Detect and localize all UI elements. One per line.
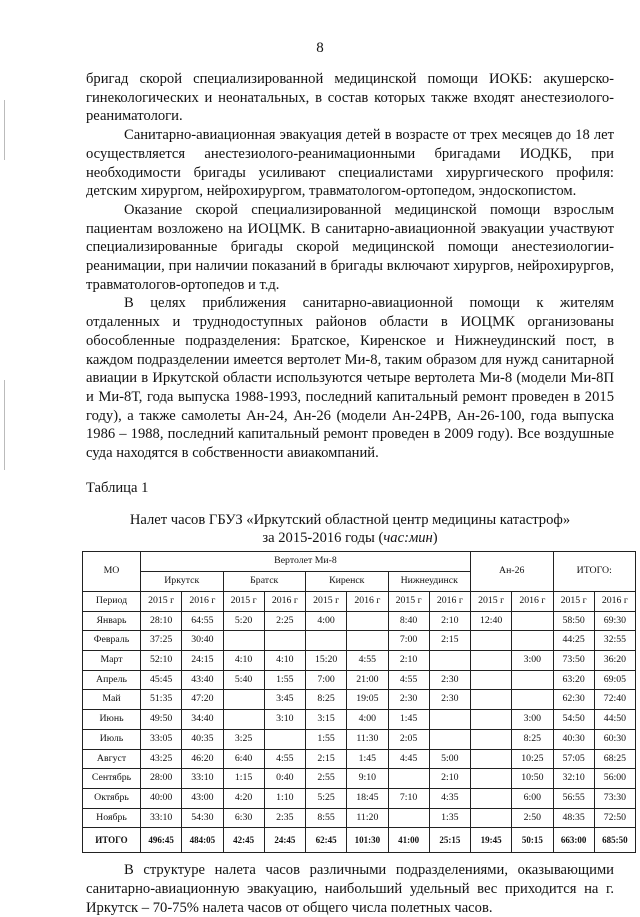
month-cell: Февраль <box>83 631 141 651</box>
total-cell: 496:45 <box>141 828 182 853</box>
value-cell: 4:00 <box>306 611 347 631</box>
value-cell: 19:05 <box>347 690 388 710</box>
value-cell <box>512 631 553 651</box>
table-row <box>83 749 636 769</box>
header-year: 2016 г <box>429 591 470 611</box>
value-cell: 5:20 <box>223 611 264 631</box>
value-cell <box>471 710 512 730</box>
value-cell: 6:40 <box>223 749 264 769</box>
value-cell: 5:00 <box>429 749 470 769</box>
value-cell <box>429 650 470 670</box>
value-cell: 64:55 <box>182 611 223 631</box>
table-label: Таблица 1 <box>86 479 149 496</box>
value-cell: 72:50 <box>594 808 635 828</box>
value-cell: 1:55 <box>264 670 305 690</box>
value-cell: 4:10 <box>223 650 264 670</box>
table-row <box>83 729 636 749</box>
table-row <box>83 650 636 670</box>
total-cell: 42:45 <box>223 828 264 853</box>
value-cell: 7:00 <box>306 670 347 690</box>
value-cell <box>223 710 264 730</box>
header-year: 2016 г <box>347 591 388 611</box>
table-row <box>83 611 636 631</box>
value-cell: 2:30 <box>429 690 470 710</box>
total-cell: 50:15 <box>512 828 553 853</box>
table-row <box>83 690 636 710</box>
value-cell: 3:10 <box>264 710 305 730</box>
value-cell: 33:05 <box>141 729 182 749</box>
header-year: 2016 г <box>182 591 223 611</box>
value-cell: 2:15 <box>306 749 347 769</box>
value-cell <box>512 611 553 631</box>
page-number: 8 <box>316 40 324 56</box>
document-body <box>86 70 628 917</box>
value-cell <box>471 729 512 749</box>
scan-margin-mark <box>4 380 5 470</box>
total-cell: 685:50 <box>594 828 635 853</box>
total-cell: 101:30 <box>347 828 388 853</box>
value-cell: 62:30 <box>553 690 594 710</box>
header-nizhneudinsk: Нижнеудинск <box>388 572 471 592</box>
value-cell: 69:05 <box>594 670 635 690</box>
value-cell: 73:50 <box>553 650 594 670</box>
value-cell: 56:55 <box>553 788 594 808</box>
value-cell: 3:25 <box>223 729 264 749</box>
table-title <box>86 511 614 547</box>
value-cell: 46:20 <box>182 749 223 769</box>
total-cell: 41:00 <box>388 828 429 853</box>
value-cell <box>223 690 264 710</box>
month-cell: Ноябрь <box>83 808 141 828</box>
value-cell: 2:55 <box>306 769 347 789</box>
value-cell: 28:10 <box>141 611 182 631</box>
value-cell: 32:55 <box>594 631 635 651</box>
value-cell: 57:05 <box>553 749 594 769</box>
value-cell <box>471 670 512 690</box>
paragraph-closing: В структуре налета часов различными подразделениями, оказывающими санитарно-авиационную эвакуацию, наибольший удельный вес приходится на г. Иркутск – 70-75% налета часов от общего числа полетных часов. <box>86 862 614 916</box>
month-cell: Май <box>83 690 141 710</box>
paragraph: Оказание скорой специализированной медицинской помощи взрослым пациентам возложено на ИОЦМК. В санитарно-авиационной эвакуации участвуют специализированные бригады скорой медицинской помощи анестезиологии-реанимации, при наличии показаний в бригады включают хирургов, нейрохирургов, травматологов-ортопедов и т.д. <box>86 201 614 293</box>
value-cell <box>471 631 512 651</box>
table-row <box>83 710 636 730</box>
month-cell: Октябрь <box>83 788 141 808</box>
value-cell: 6:00 <box>512 788 553 808</box>
value-cell: 7:00 <box>388 631 429 651</box>
value-cell: 2:35 <box>264 808 305 828</box>
value-cell: 40:30 <box>553 729 594 749</box>
value-cell: 8:25 <box>512 729 553 749</box>
value-cell <box>347 611 388 631</box>
value-cell: 1:15 <box>223 769 264 789</box>
value-cell: 4:55 <box>347 650 388 670</box>
value-cell: 28:00 <box>141 769 182 789</box>
value-cell: 6:30 <box>223 808 264 828</box>
value-cell: 2:05 <box>388 729 429 749</box>
value-cell: 72:40 <box>594 690 635 710</box>
value-cell <box>512 670 553 690</box>
value-cell: 30:40 <box>182 631 223 651</box>
value-cell: 2:50 <box>512 808 553 828</box>
value-cell: 4:35 <box>429 788 470 808</box>
value-cell <box>471 788 512 808</box>
value-cell: 56:00 <box>594 769 635 789</box>
value-cell: 32:10 <box>553 769 594 789</box>
value-cell: 54:30 <box>182 808 223 828</box>
month-cell: Апрель <box>83 670 141 690</box>
value-cell: 73:30 <box>594 788 635 808</box>
header-year: 2015 г <box>141 591 182 611</box>
value-cell: 12:40 <box>471 611 512 631</box>
value-cell: 5:25 <box>306 788 347 808</box>
value-cell: 58:50 <box>553 611 594 631</box>
header-an26: Ан-26 <box>471 552 554 591</box>
table-title-line1: Налет часов ГБУЗ «Иркутский областной центр медицины катастроф» <box>129 512 571 529</box>
total-cell: 25:15 <box>429 828 470 853</box>
value-cell <box>306 631 347 651</box>
value-cell: 2:10 <box>429 769 470 789</box>
header-total: ИТОГО: <box>553 552 636 591</box>
month-cell: Сентябрь <box>83 769 141 789</box>
value-cell <box>471 650 512 670</box>
total-cell: 663:00 <box>553 828 594 853</box>
value-cell: 10:50 <box>512 769 553 789</box>
month-cell: Июнь <box>83 710 141 730</box>
value-cell: 52:10 <box>141 650 182 670</box>
table-row <box>83 769 636 789</box>
header-heli: Вертолет Ми-8 <box>141 552 471 572</box>
value-cell <box>471 749 512 769</box>
month-cell: Июль <box>83 729 141 749</box>
value-cell <box>429 710 470 730</box>
value-cell: 1:45 <box>388 710 429 730</box>
value-cell: 0:40 <box>264 769 305 789</box>
value-cell <box>388 769 429 789</box>
value-cell: 15:20 <box>306 650 347 670</box>
header-year: 2016 г <box>594 591 635 611</box>
value-cell: 44:25 <box>553 631 594 651</box>
value-cell: 63:20 <box>553 670 594 690</box>
paragraph: Санитарно-авиационная эвакуация детей в возрасте от трех месяцев до 18 лет осуществляется анестезиолого-реанимационными бригадами ИОДКБ, при необходимости бригады усиливают специалистами хирургического профиля: детским хирургом, нейрохирургом, травматологом-ортопедом, эндоскопистом. <box>86 127 614 200</box>
total-cell: 19:45 <box>471 828 512 853</box>
paragraph: бригад скорой специализированной медицинской помощи ИОКБ: акушерско-гинекологических и неонатальных, в состав которых также входят анестезиолого-реаниматологи. <box>86 71 614 125</box>
value-cell: 21:00 <box>347 670 388 690</box>
paragraph: В целях приближения санитарно-авиационной помощи к жителям отдаленных и труднодоступных районов области в ИОЦМК организованы обособленные подразделения: Братское, Киренское и Нижнеудинский пост, в каждом подразделении имеется вертолет Ми-8, таким образом для нужд санитарной авиации в Иркутской области используются четыре вертолета Ми-8 (модели Ми-8П и Ми-8Т, года выпуска 1988-1993, последний капитальный ремонт проведен в 2015 году), а также самолеты Ан-24, Ан-26 (модели Ан-24РВ, Ан-26-100, года выпуска 1986 – 1988, последний капитальный ремонт проведен в 2009 году). Все воздушные суда находятся в собственности авиакомпаний. <box>86 295 614 462</box>
value-cell: 40:00 <box>141 788 182 808</box>
value-cell: 49:50 <box>141 710 182 730</box>
value-cell: 69:30 <box>594 611 635 631</box>
table-row <box>83 808 636 828</box>
header-year: 2015 г <box>471 591 512 611</box>
table-row <box>83 670 636 690</box>
value-cell <box>512 690 553 710</box>
value-cell: 5:40 <box>223 670 264 690</box>
value-cell: 68:25 <box>594 749 635 769</box>
value-cell: 3:15 <box>306 710 347 730</box>
header-period: Период <box>83 591 141 611</box>
value-cell: 44:50 <box>594 710 635 730</box>
header-bratsk: Братск <box>223 572 306 592</box>
total-cell: 62:45 <box>306 828 347 853</box>
total-label: ИТОГО <box>83 828 141 853</box>
value-cell: 3:00 <box>512 650 553 670</box>
value-cell: 1:45 <box>347 749 388 769</box>
value-cell: 4:55 <box>388 670 429 690</box>
header-year: 2015 г <box>223 591 264 611</box>
value-cell <box>471 690 512 710</box>
value-cell: 37:25 <box>141 631 182 651</box>
value-cell: 43:40 <box>182 670 223 690</box>
value-cell: 18:45 <box>347 788 388 808</box>
value-cell: 1:35 <box>429 808 470 828</box>
value-cell <box>347 631 388 651</box>
value-cell <box>388 808 429 828</box>
header-irkutsk: Иркутск <box>141 572 224 592</box>
value-cell: 7:10 <box>388 788 429 808</box>
scan-margin-mark <box>4 100 5 160</box>
month-cell: Август <box>83 749 141 769</box>
value-cell: 4:20 <box>223 788 264 808</box>
value-cell: 54:50 <box>553 710 594 730</box>
total-cell: 484:05 <box>182 828 223 853</box>
value-cell: 11:30 <box>347 729 388 749</box>
value-cell: 3:00 <box>512 710 553 730</box>
value-cell: 11:20 <box>347 808 388 828</box>
flight-hours-table <box>82 551 636 853</box>
value-cell <box>264 729 305 749</box>
header-kirensk: Киренск <box>306 572 389 592</box>
table-row <box>83 631 636 651</box>
value-cell <box>471 808 512 828</box>
header-year: 2015 г <box>553 591 594 611</box>
value-cell: 2:25 <box>264 611 305 631</box>
value-cell: 4:45 <box>388 749 429 769</box>
value-cell: 4:55 <box>264 749 305 769</box>
month-cell: Январь <box>83 611 141 631</box>
value-cell: 2:10 <box>429 611 470 631</box>
value-cell: 36:20 <box>594 650 635 670</box>
value-cell: 2:15 <box>429 631 470 651</box>
value-cell: 24:15 <box>182 650 223 670</box>
value-cell <box>471 769 512 789</box>
table-row <box>83 788 636 808</box>
month-cell: Март <box>83 650 141 670</box>
value-cell: 47:20 <box>182 690 223 710</box>
value-cell: 43:25 <box>141 749 182 769</box>
value-cell: 48:35 <box>553 808 594 828</box>
value-cell: 4:00 <box>347 710 388 730</box>
header-mo: МО <box>83 552 141 591</box>
value-cell <box>264 631 305 651</box>
value-cell: 10:25 <box>512 749 553 769</box>
header-year: 2016 г <box>264 591 305 611</box>
value-cell: 2:30 <box>388 690 429 710</box>
header-year: 2016 г <box>512 591 553 611</box>
value-cell: 33:10 <box>141 808 182 828</box>
value-cell: 8:55 <box>306 808 347 828</box>
value-cell: 45:45 <box>141 670 182 690</box>
value-cell: 3:45 <box>264 690 305 710</box>
total-row <box>83 828 636 853</box>
table-title-unit: час:мин <box>383 530 433 547</box>
value-cell <box>223 631 264 651</box>
value-cell: 43:00 <box>182 788 223 808</box>
value-cell: 51:35 <box>141 690 182 710</box>
value-cell: 1:55 <box>306 729 347 749</box>
value-cell: 8:40 <box>388 611 429 631</box>
value-cell: 9:10 <box>347 769 388 789</box>
value-cell: 2:10 <box>388 650 429 670</box>
value-cell: 8:25 <box>306 690 347 710</box>
header-year: 2015 г <box>388 591 429 611</box>
table-title-line2c: ) <box>432 530 438 547</box>
value-cell: 4:10 <box>264 650 305 670</box>
value-cell <box>429 729 470 749</box>
value-cell: 40:35 <box>182 729 223 749</box>
header-year: 2015 г <box>306 591 347 611</box>
total-cell: 24:45 <box>264 828 305 853</box>
table-title-line2a: за 2015-2016 годы ( <box>262 530 384 547</box>
value-cell: 2:30 <box>429 670 470 690</box>
value-cell: 60:30 <box>594 729 635 749</box>
value-cell: 34:40 <box>182 710 223 730</box>
value-cell: 33:10 <box>182 769 223 789</box>
value-cell: 1:10 <box>264 788 305 808</box>
